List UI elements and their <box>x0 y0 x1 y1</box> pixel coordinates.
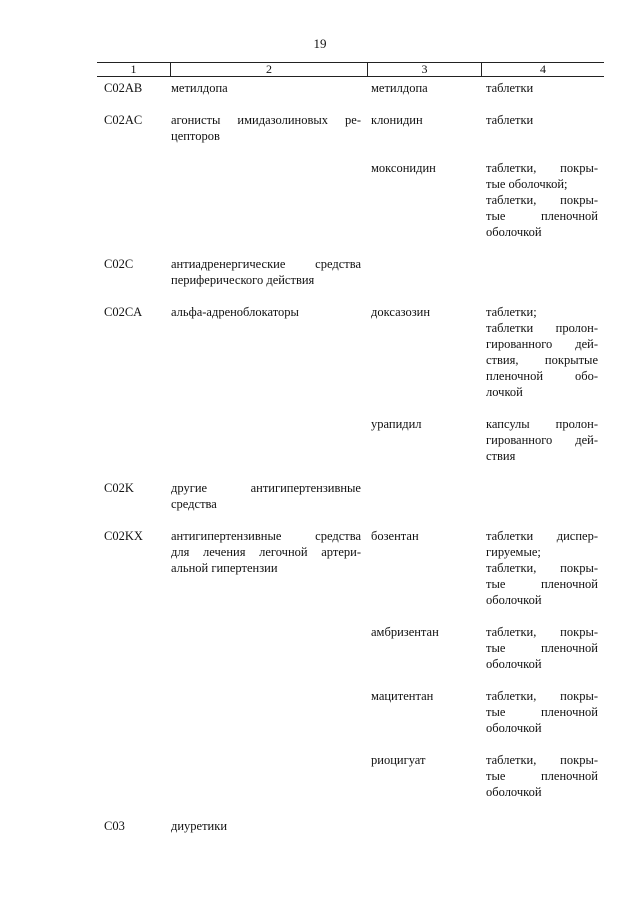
form-line: тые пленочной <box>486 577 598 591</box>
group-name <box>171 480 361 512</box>
column-header-row <box>97 62 604 77</box>
drug-inn: метилдопа <box>371 81 428 95</box>
form-line: гированного дей- <box>486 337 598 351</box>
dosage-form <box>486 80 598 96</box>
drug-inn: мацитентан <box>371 689 434 703</box>
form-line: тые пленочной <box>486 705 598 719</box>
form-line: гируемые; <box>486 545 541 559</box>
name-line: периферического действия <box>171 273 315 287</box>
column-header-4: 4 <box>540 62 546 76</box>
group-name <box>171 112 361 144</box>
group-name <box>171 818 361 834</box>
atc-code: C02AB <box>104 81 143 95</box>
form-line: таблетки <box>486 81 534 95</box>
name-line: альной гипертензии <box>171 561 278 575</box>
name-line: цепторов <box>171 129 220 143</box>
dosage-form <box>486 416 598 464</box>
form-line: лочкой <box>486 385 523 399</box>
name-line: антигипертензивные средства <box>171 529 361 543</box>
atc-code: C02KX <box>104 529 143 543</box>
form-line: оболочкой <box>486 785 542 799</box>
group-name <box>171 80 361 96</box>
form-line: ствия, покрытые <box>486 353 598 367</box>
name-line: другие антигипертензивные <box>171 481 361 495</box>
column-header-2: 2 <box>266 62 272 76</box>
group-name <box>171 304 361 320</box>
form-line: таблетки, покры- <box>486 625 598 639</box>
form-line: оболочкой <box>486 721 542 735</box>
group-name <box>171 528 361 576</box>
drug-inn: риоцигуат <box>371 753 426 767</box>
page-number: 19 <box>313 36 327 51</box>
form-line: оболочкой <box>486 593 542 607</box>
name-line: для лечения легочной артери- <box>171 545 361 559</box>
dosage-form <box>486 160 598 240</box>
column-header-3: 3 <box>421 62 428 76</box>
atc-code: C03 <box>104 819 125 833</box>
column-header-1: 1 <box>130 62 137 76</box>
form-line: гированного дей- <box>486 433 598 447</box>
name-line: средства <box>171 497 217 511</box>
form-line: таблетки <box>486 113 534 127</box>
form-line: таблетки; <box>486 305 537 319</box>
dosage-form <box>486 624 598 672</box>
form-line: тые пленочной <box>486 769 598 783</box>
drug-inn: бозентан <box>371 529 419 543</box>
drug-inn: доксазозин <box>371 305 431 319</box>
dosage-form <box>486 304 598 400</box>
group-name <box>171 256 361 288</box>
dosage-form <box>486 528 598 608</box>
drug-inn: клонидин <box>371 113 423 127</box>
drug-inn: моксонидин <box>371 161 436 175</box>
form-line: оболочкой <box>486 657 542 671</box>
form-line: капсулы пролон- <box>486 417 598 431</box>
form-line: пленочной обо- <box>486 369 598 383</box>
form-line: оболочкой <box>486 225 542 239</box>
form-line: тые оболочкой; <box>486 177 568 191</box>
drug-inn: амбризентан <box>371 625 439 639</box>
atc-code: C02CA <box>104 305 143 319</box>
name-line: антиадренергические средства <box>171 257 361 271</box>
name-line: альфа-адреноблокаторы <box>171 305 299 319</box>
atc-code: C02AC <box>104 113 143 127</box>
form-line: тые пленочной <box>486 209 598 223</box>
name-line: агонисты имидазолиновых ре- <box>171 113 361 127</box>
dosage-form <box>486 688 598 736</box>
dosage-form <box>486 752 598 800</box>
name-line: метилдопа <box>171 81 228 95</box>
form-line: таблетки, покры- <box>486 193 598 207</box>
form-line: таблетки, покры- <box>486 161 598 175</box>
form-line: тые пленочной <box>486 641 598 655</box>
form-line: таблетки, покры- <box>486 689 598 703</box>
name-line: диуретики <box>171 819 228 833</box>
dosage-form <box>486 112 598 128</box>
atc-code: C02K <box>104 481 134 495</box>
form-line: таблетки диспер- <box>486 529 598 543</box>
form-line: таблетки пролон- <box>486 321 598 335</box>
form-line: таблетки, покры- <box>486 561 598 575</box>
drug-inn: урапидил <box>371 417 422 431</box>
atc-code: C02C <box>104 257 134 271</box>
form-line: таблетки, покры- <box>486 753 598 767</box>
form-line: ствия <box>486 449 516 463</box>
